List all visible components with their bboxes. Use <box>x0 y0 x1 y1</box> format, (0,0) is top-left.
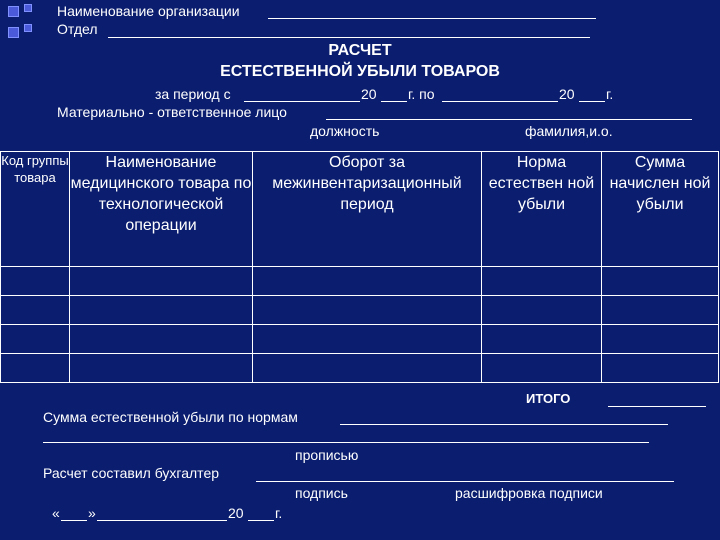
period-year-end-field <box>579 101 605 102</box>
total-field <box>608 406 706 407</box>
period-year-start-field <box>381 101 407 102</box>
table-cell[interactable] <box>602 325 719 354</box>
dept-label: Отдел <box>57 21 98 37</box>
table-cell[interactable] <box>70 354 253 383</box>
table-row <box>1 354 719 383</box>
bullet-icon <box>8 6 19 17</box>
table-row <box>1 325 719 354</box>
bullet-icon <box>8 27 19 38</box>
position-caption: должность <box>310 123 380 139</box>
table-cell[interactable] <box>253 325 482 354</box>
col-header-sum: Сумма начислен ной убыли <box>602 152 719 267</box>
bullet-icon <box>24 24 32 32</box>
table-cell[interactable] <box>602 267 719 296</box>
table-cell[interactable] <box>253 267 482 296</box>
col-header-name: Наименование медицинского товара по технологической операции <box>70 152 253 267</box>
total-label: ИТОГО <box>526 391 571 406</box>
prepared-label: Расчет составил бухгалтер <box>43 465 220 481</box>
responsible-field <box>326 119 692 120</box>
date-year-prefix: 20 <box>228 505 244 521</box>
loss-table <box>0 151 719 383</box>
col-header-turnover: Оборот за межинвентаризационный период <box>253 152 482 267</box>
period-prefix: за период с <box>155 86 231 102</box>
sum-words-field <box>43 442 649 443</box>
period-mid: г. по <box>408 86 435 102</box>
table-cell[interactable] <box>482 267 602 296</box>
period-end-field <box>442 101 558 102</box>
table-cell[interactable] <box>482 296 602 325</box>
table-cell[interactable] <box>482 354 602 383</box>
date-day-field <box>61 520 87 521</box>
bullet-icon <box>24 4 32 12</box>
period-suffix: г. <box>606 86 614 102</box>
date-suffix: г. <box>275 505 283 521</box>
date-month-field <box>97 520 227 521</box>
doc-subtitle: ЕСТЕСТВЕННОЙ УБЫЛИ ТОВАРОВ <box>220 63 500 80</box>
prepared-field <box>256 481 674 482</box>
period-year-prefix: 20 <box>361 86 377 102</box>
table-cell[interactable] <box>602 296 719 325</box>
period-start-field <box>244 101 360 102</box>
table-row <box>1 267 719 296</box>
doc-title: РАСЧЕТ <box>328 42 392 59</box>
fio-caption: фамилия,и.о. <box>525 123 613 139</box>
org-field <box>268 18 596 19</box>
col-header-code: Код группы товара <box>1 152 70 267</box>
table-row <box>1 296 719 325</box>
sign-caption: подпись <box>295 485 348 501</box>
table-cell[interactable] <box>70 325 253 354</box>
words-caption: прописью <box>295 447 359 463</box>
table-cell[interactable] <box>1 267 70 296</box>
dept-field <box>108 37 590 38</box>
table-cell[interactable] <box>602 354 719 383</box>
table-cell[interactable] <box>1 325 70 354</box>
table-cell[interactable] <box>253 354 482 383</box>
date-year-field <box>248 520 274 521</box>
period-year-prefix-2: 20 <box>559 86 575 102</box>
col-header-norm: Норма естествен ной убыли <box>482 152 602 267</box>
table-cell[interactable] <box>1 354 70 383</box>
table-cell[interactable] <box>482 325 602 354</box>
table-cell[interactable] <box>70 296 253 325</box>
date-close: » <box>88 505 96 521</box>
org-label: Наименование организации <box>57 3 240 19</box>
decode-caption: расшифровка подписи <box>455 485 603 501</box>
table-cell[interactable] <box>70 267 253 296</box>
responsible-label: Материально - ответственное лицо <box>57 104 287 120</box>
table-cell[interactable] <box>1 296 70 325</box>
table-cell[interactable] <box>253 296 482 325</box>
sum-label: Сумма естественной убыли по нормам <box>43 409 298 425</box>
date-open: « <box>52 505 60 521</box>
sum-field <box>340 424 668 425</box>
